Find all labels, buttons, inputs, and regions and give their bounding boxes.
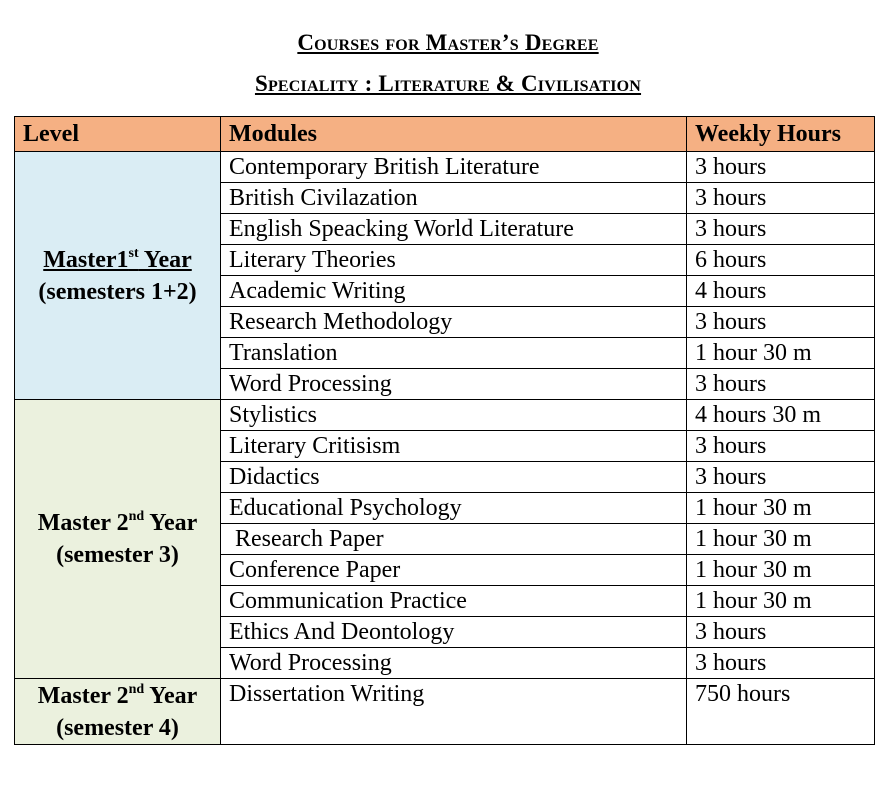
hours-cell: 1 hour 30 m bbox=[687, 338, 875, 369]
hours-cell: 1 hour 30 m bbox=[687, 555, 875, 586]
table-row bbox=[15, 679, 875, 745]
module-cell: Communication Practice bbox=[221, 586, 687, 617]
hours-cell: 1 hour 30 m bbox=[687, 524, 875, 555]
level-subtitle: (semesters 1+2) bbox=[38, 278, 197, 305]
module-cell: Word Processing bbox=[221, 369, 687, 400]
table-row bbox=[15, 400, 875, 431]
module-cell: Dissertation Writing bbox=[221, 679, 687, 745]
hours-cell: 3 hours bbox=[687, 462, 875, 493]
module-cell: Translation bbox=[221, 338, 687, 369]
module-cell: British Civilazation bbox=[221, 183, 687, 214]
level-cell-master1 bbox=[15, 152, 221, 400]
module-cell: Contemporary British Literature bbox=[221, 152, 687, 183]
document-title: Courses for Master’s Degree bbox=[297, 30, 599, 55]
level-subtitle: (semester 4) bbox=[56, 714, 179, 741]
module-cell: Conference Paper bbox=[221, 555, 687, 586]
level-title: Master1st Year bbox=[43, 245, 192, 273]
table-row bbox=[15, 152, 875, 183]
level-cell-master2-s4 bbox=[15, 679, 221, 745]
hours-cell: 4 hours 30 m bbox=[687, 400, 875, 431]
hours-cell: 6 hours bbox=[687, 245, 875, 276]
hours-cell: 3 hours bbox=[687, 431, 875, 462]
module-cell: Educational Psychology bbox=[221, 493, 687, 524]
module-cell: Research Paper bbox=[221, 524, 687, 555]
speciality-title: Speciality : Literature & Civilisation bbox=[254, 71, 642, 96]
module-cell: Literary Critisism bbox=[221, 431, 687, 462]
hours-cell: 4 hours bbox=[687, 276, 875, 307]
hours-cell: 3 hours bbox=[687, 214, 875, 245]
header-level: Level bbox=[15, 117, 221, 152]
module-cell: Word Processing bbox=[221, 648, 687, 679]
hours-cell: 1 hour 30 m bbox=[687, 493, 875, 524]
module-cell: Research Methodology bbox=[221, 307, 687, 338]
module-cell: English Speacking World Literature bbox=[221, 214, 687, 245]
level-cell-master2-s3 bbox=[15, 400, 221, 679]
hours-cell: 3 hours bbox=[687, 152, 875, 183]
hours-cell: 1 hour 30 m bbox=[687, 586, 875, 617]
level-title: Master 2nd Year bbox=[37, 681, 198, 709]
module-cell: Ethics And Deontology bbox=[221, 617, 687, 648]
courses-table bbox=[14, 116, 875, 745]
header-modules: Modules bbox=[221, 117, 687, 152]
hours-cell: 750 hours bbox=[687, 679, 875, 745]
header-hours: Weekly Hours bbox=[687, 117, 875, 152]
level-subtitle: (semester 3) bbox=[56, 542, 179, 568]
hours-cell: 3 hours bbox=[687, 617, 875, 648]
header-row bbox=[15, 117, 875, 152]
hours-cell: 3 hours bbox=[687, 307, 875, 338]
level-title: Master 2nd Year bbox=[37, 509, 198, 536]
hours-cell: 3 hours bbox=[687, 183, 875, 214]
module-cell: Didactics bbox=[221, 462, 687, 493]
module-cell: Literary Theories bbox=[221, 245, 687, 276]
hours-cell: 3 hours bbox=[687, 369, 875, 400]
module-cell: Stylistics bbox=[221, 400, 687, 431]
hours-cell: 3 hours bbox=[687, 648, 875, 679]
module-cell: Academic Writing bbox=[221, 276, 687, 307]
